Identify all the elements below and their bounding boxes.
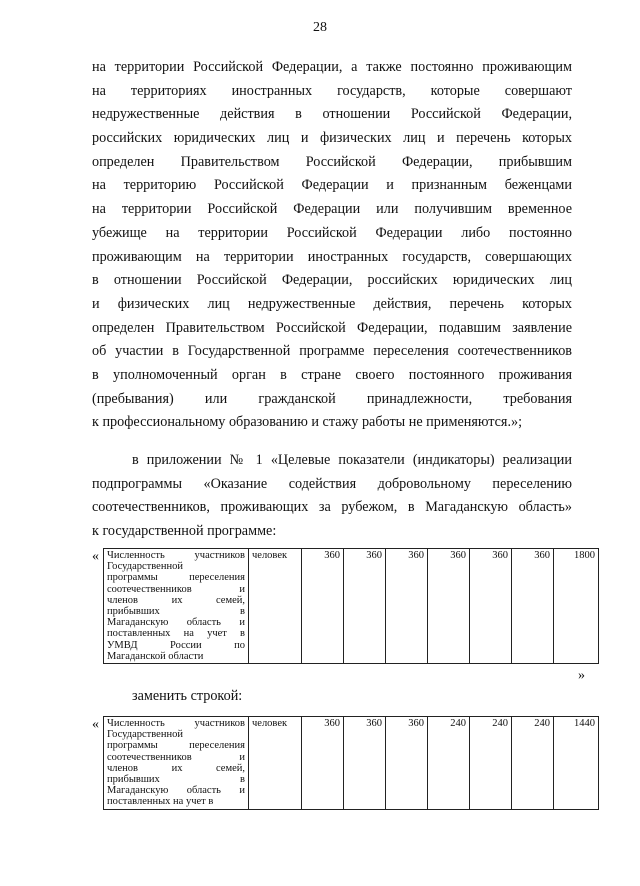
text-line: убежище на территории Российской Федерации либо постоянно (92, 224, 572, 241)
new-row-value: 240 (470, 717, 512, 810)
row-name-line: Магаданской области (107, 650, 204, 662)
old-row-value: 360 (512, 549, 554, 664)
row-name-line: соотечественников и (107, 583, 245, 595)
old-row-value: 360 (344, 549, 386, 664)
text-line: (пребывания) или гражданской принадлежности, требования (92, 390, 572, 407)
row-name-line: Магаданскую область и (107, 617, 245, 629)
paragraph-1 (92, 56, 572, 435)
text-line: определен Правительством Российской Федерации, прибывшим (92, 153, 572, 170)
text-line: на территории Российской Федерации или получившим временное (92, 201, 572, 218)
text-line: в уполномоченный орган в стране своего постоянного проживания (92, 366, 572, 383)
text-line: российских юридических лиц и физических лиц и перечень которых (92, 130, 572, 147)
new-indicator-row (103, 716, 599, 810)
text-line: определен Правительством Российской Федерации, подавшим заявление (92, 319, 572, 336)
row-name-line: прибывших в (107, 773, 245, 785)
old-row-unit: человек (249, 549, 302, 664)
row-name-line: соотечественников и (107, 751, 245, 763)
new-row-value: 360 (302, 717, 344, 810)
new-row-value: 240 (512, 717, 554, 810)
old-row-name (104, 549, 249, 664)
close-quote-old: » (578, 668, 585, 683)
row-name-line: членов их семей, (107, 762, 245, 774)
row-name-line: Государственной (107, 729, 183, 741)
old-row-value: 360 (302, 549, 344, 664)
open-quote-new: « (92, 717, 99, 732)
text-line: к государственной программе: (92, 523, 277, 540)
old-indicator-row (103, 548, 599, 664)
text-line: и физических лиц недружественные действия, перечень которых (92, 295, 572, 312)
page-number: 28 (313, 20, 327, 35)
row-name-line: прибывших в (107, 605, 245, 617)
new-row-total: 1440 (554, 717, 599, 810)
text-line: на территории Российской Федерации, а также постоянно проживающим (92, 59, 572, 75)
old-row-value: 360 (428, 549, 470, 664)
text-line: в отношении Российской Федерации, российских юридических лиц (92, 272, 572, 289)
text-line: недружественные действия в отношении Российской Федерации, (92, 106, 572, 123)
row-name-line: программы переселения (107, 740, 245, 752)
old-row-total: 1800 (554, 549, 599, 664)
new-row-unit: человек (249, 717, 302, 810)
open-quote-old: « (92, 549, 99, 564)
row-name-line: Магаданскую область и (107, 785, 245, 797)
paragraph-2 (92, 449, 572, 544)
row-name-line: поставленных на учет в (107, 796, 214, 808)
new-row-value: 360 (344, 717, 386, 810)
row-name-line: членов их семей, (107, 594, 245, 606)
row-name-line: УМВД России по (107, 639, 245, 651)
text-line: в приложении № 1 «Целевые показатели (индикаторы) реализации (132, 452, 572, 468)
replace-label: заменить строкой: (132, 688, 243, 704)
text-line: соотечественников, проживающих за рубежом, в Магаданскую область» (92, 499, 572, 516)
row-name-line: Численность участников (107, 550, 245, 561)
new-row-value: 360 (386, 717, 428, 810)
text-line: проживающим на территории иностранных государств, совершающих (92, 248, 572, 265)
row-name-line: Государственной (107, 561, 183, 573)
row-name-line: программы переселения (107, 572, 245, 584)
row-name-line: поставленных на учет в (107, 628, 245, 640)
old-row-value: 360 (386, 549, 428, 664)
row-name-line: Численность участников (107, 718, 245, 729)
new-row-value: 240 (428, 717, 470, 810)
text-line: подпрограммы «Оказание содействия добровольному переселению (92, 475, 572, 492)
text-line: на территорию Российской Федерации и признанным беженцами (92, 177, 572, 194)
new-row-name (104, 717, 249, 810)
old-row-value: 360 (470, 549, 512, 664)
text-line: к профессиональному образованию и стажу работы не применяются.»; (92, 414, 523, 431)
text-line: на территориях иностранных государств, которые совершают (92, 82, 572, 99)
text-line: об участии в Государственной программе переселения соотечественников (92, 343, 572, 360)
